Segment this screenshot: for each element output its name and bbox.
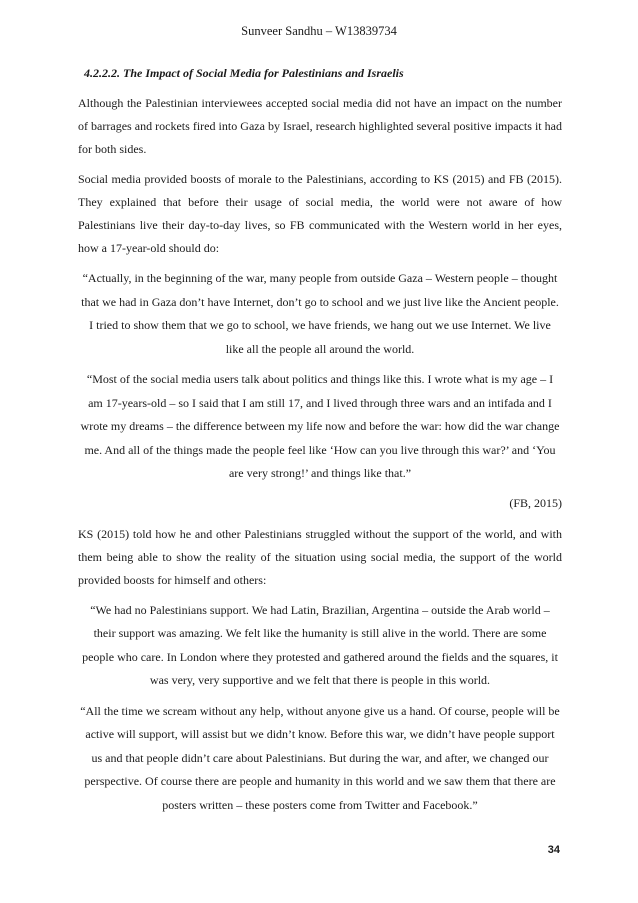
page-header: Sunveer Sandhu – W13839734 [241, 24, 397, 38]
page-content [78, 66, 562, 824]
citation: (FB, 2015) [509, 495, 562, 510]
paragraph-2: Social media provided boosts of morale to the Palestinians, according to KS (2015) and FB (2015). They explained that before their usage of social media, the world were not aware of how Palestinians live their day-to-day lives, so FB communicated with the Western world in her eyes, how a 17-year-old should do: [78, 172, 562, 255]
section-heading: 4.2.2.2. The Impact of Social Media for Palestinians and Israelis [84, 66, 404, 80]
page-number: 34 [547, 844, 560, 856]
quote-fb-2: “Most of the social media users talk about politics and things like this. I wrote what is my age – I am 17-years-old – so I said that I am still 17, and I lived through three wars and an intifada and I wrote my dreams – the difference between my life now and before the war: how did the war change me. And all of the things made the people feel like ‘How can you live through this war?’ and ‘You are very strong!’ and things like that.” [80, 372, 560, 480]
quote-fb-1: “Actually, in the beginning of the war, many people from outside Gaza – Western people – thought that we had in Gaza don’t have Internet, don’t go to school and we just live like the Ancient people. I tried to show them that we go to school, we have friends, we hang out we use Internet. We live like all the people all around the world. [81, 271, 559, 356]
quote-ks-2: “All the time we scream without any help, without anyone give us a hand. Of course, people will be active will support, will assist but we didn’t know. Before this war, we didn’t have people support us and that people didn’t care about Palestinians. But during the war, and after, we changed our perspective. Of course there are people and humanity in this world and we saw them that there are posters written – these posters come from Twitter and Facebook.” [80, 703, 560, 812]
quote-ks-1: “We had no Palestinians support. We had Latin, Brazilian, Argentina – outside the Arab world – their support was amazing. We felt like the humanity is still alive in the world. There are some people who care. In London where they protested and gathered around the fields and the squares, it was very, very supportive and we felt that there is people in this world. [82, 602, 558, 687]
paragraph-3: KS (2015) told how he and other Palestinians struggled without the support of the world, and with them being able to show the reality of the situation using social media, the support of the world provided boosts for himself and others: [78, 526, 562, 587]
paragraph-1: Although the Palestinian interviewees accepted social media did not have an impact on the number of barrages and rockets fired into Gaza by Israel, research highlighted several positive impacts it had for both sides. [78, 96, 562, 156]
